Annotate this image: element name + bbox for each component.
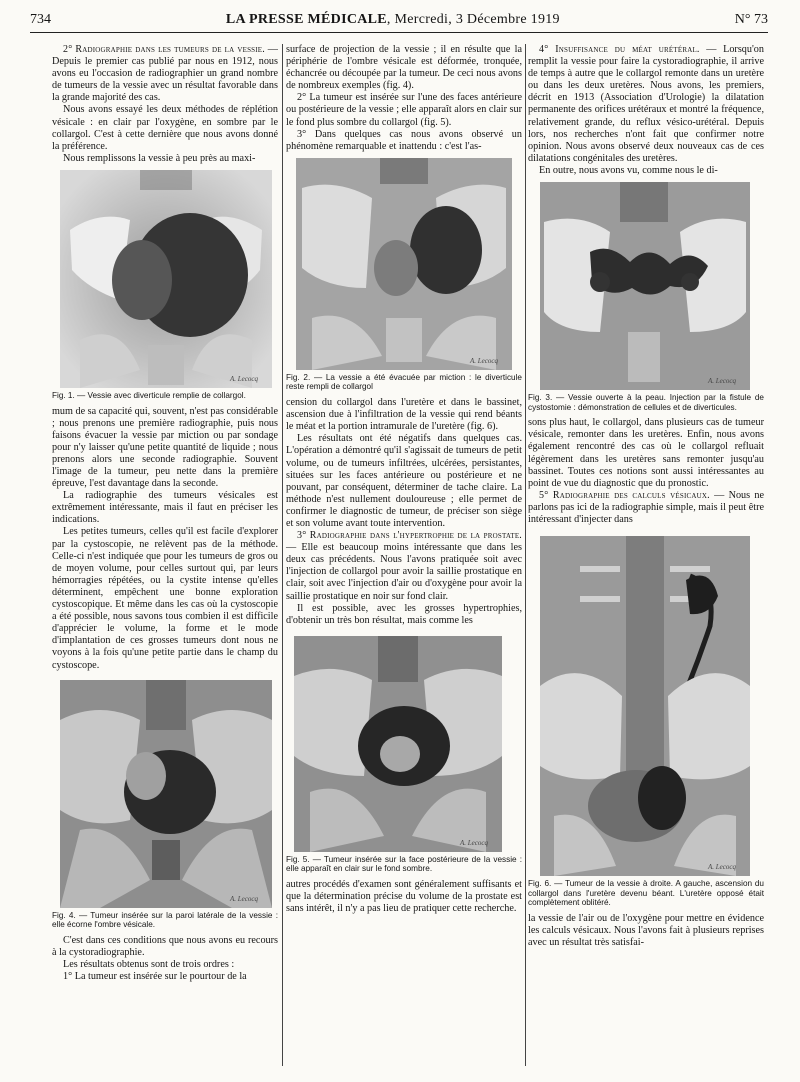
paragraph: Les résultats ont été négatifs dans quelques cas. L'opération a démontré qu'il s'agissait de tumeurs de petit volume, ou de tumeurs infiltrées, ulcérées, persistantes, situées sur les faces antérieure ou postérieure et ne pouvant, par conséquent, déterminer de tache claire. La méthode n'est nullement douloureuse ; elle permet de confirmer le diagnostic de tumeur, de préciser son siège et son volume avant toute intervention. [286,433,522,529]
paragraph: Les petites tumeurs, celles qu'il est facile d'explorer par la cystoscopie, ne relèvent pas de la méthode. Celle-ci n'est indiquée que pour les tumeurs de gros ou de moyen volume, pour celles surtout qui, par leurs hémorragies répétées, ou la cystite intense qu'elles déterminent, empêchent une bonne exploration cystoscopique. Et même dans les cas où la cystoscopie a été possible, nous savons tous combien il est difficile d'apprécier le volume, la forme et le mode d'implantation de ces grosses tumeurs dont nous ne voyons à la fois qu'une petite partie dans le champ du cystoscope. [52,526,278,671]
paragraph: cension du collargol dans l'uretère et dans le bassinet, ascension due à l'infiltration de la vessie qui rend béants le méat et la portion intramurale de l'uretère (fig. 6). [286,397,522,433]
figure-4-caption: Fig. 4. — Tumeur insérée sur la paroi latérale de la vessie : elle écorne l'ombre vésicale. [52,910,278,930]
paragraph: Les résultats obtenus sont de trois ordres : [63,958,235,970]
paragraph: mum de sa capacité qui, souvent, n'est pas considérable ; nous prenons une première radiographie, puis nous faisons évacuer la vessie par miction ou par sondage pour n'y laisser qu'une petite quantité de liquide ; nous prenons alors une seconde radiographie. Souvent l'image de la tumeur, peu nette dans la première épreuve, l'est davantage dans la seconde. [52,405,278,490]
figure-2-radiograph: A. Lecocq [296,158,512,370]
paragraph: surface de projection de la vessie ; il en résulte que la périphérie de l'ombre vésicale est déformée, tronquée, échancrée ou découpée par la tumeur. De ceci nous avons de nombreux exemples (fig. 4). [286,44,522,92]
column-divider [525,44,526,1066]
figure-1-radiograph: A. Lecocq [60,170,272,388]
paragraph: En outre, nous avons vu, comme nous le di- [539,164,718,176]
figure-6-radiograph: A. Lecocq [540,536,750,876]
paragraph: Il est possible, avec les grosses hypertrophies, d'obtenir un très bon résultat, mais comme les [286,602,522,626]
paragraph: 2° La tumeur est insérée sur l'une des faces antérieure ou postérieure de la vessie ; elle apparaît alors en clair sur le fond plus sombre du collargol (fig. 5). [286,92,522,128]
page-number: 734 [30,12,51,27]
paragraph: 4° Insuffisance du méat urétéral. — Lorsqu'on remplit la vessie pour faire la cystoradiographie, il arrive de temps à autre que le collargol remonte dans un uretère ou dans les deux uretères. Nous avons, les premiers, décrit en 1913 (Association d'Urologie) la dilatation permanente des orifices urétéraux et montré la fréquence, relativement grande, du reflux vésico-urétéral. Depuis lors, nos recherches n'ont fait que confirmer notre opinion. Nous avons observé deux nouveaux cas de ces dilatations congénitales des uretères. [528,44,764,164]
figure-3-caption: Fig. 3. — Vessie ouverte à la peau. Injection par la fistule de cystostomie : démonstration de cellules et de diverticules. [528,393,764,412]
figure-5-radiograph: A. Lecocq [294,636,502,852]
paragraph: la vessie de l'air ou de l'oxygène pour mettre en évidence les calculs vésicaux. Nous l'avons fait à plusieurs reprises avec un résultat très satisfai- [528,912,764,949]
paragraph: Nous avons essayé les deux méthodes de réplétion vésicale : en clair par l'oxygène, en sombre par le collargol. C'est à cette dernière que nous avons donné la préférence. [52,104,278,152]
figure-2-caption: Fig. 2. — La vessie a été évacuée par miction : le diverticule reste rempli de collargol [286,372,522,392]
figure-1-caption: Fig. 1. — Vessie avec diverticule remplie de collargol. [52,390,246,400]
paragraph: 5° Radiographie des calculs vésicaux. — Nous ne parlons pas ici de la radiographie simple, mais il peut être intéressant d'injecter dans [528,489,764,525]
figure-5-caption: Fig. 5. — Tumeur insérée sur la face postérieure de la vessie : elle apparaît en clair sur le fond sombre. [286,854,522,874]
paragraph: 3° Radiographie dans l'hypertrophie de la prostate. — Elle est beaucoup moins intéressante que dans les deux cas précédents. Nous l'avons pratiquée soit avec l'injection de collargol pour avoir la saillie prostatique en clair, soit avec l'injection d'air ou d'oxygène pour avoir la saillie prostatique en noir sur fond clair. [286,530,522,602]
paragraph: 3° Dans quelques cas nous avons observé un phénomène remarquable et inattendu : c'est l'as- [286,128,522,152]
journal-title: LA PRESSE MÉDICALE, Mercredi, 3 Décembre 1919 [225,12,560,27]
paragraph: Nous remplissons la vessie à peu près au maxi- [63,152,256,164]
figure-6-caption: Fig. 6. — Tumeur de la vessie à droite. A gauche, ascension du collargol dans l'uretère devenu béant. L'uretère opposé était complètement oblitéré. [528,879,764,908]
column-2 [286,44,522,915]
column-3 [528,44,764,949]
page-header [30,8,768,33]
paragraph: La radiographie des tumeurs vésicales est extrêmement intéressante, mais il faut en préciser les indications. [52,490,278,526]
column-1 [52,44,278,983]
paragraph: 2° Radiographie dans les tumeurs de la vessie. — Depuis le premier cas publié par nous en 1912, nous avons eu l'occasion de radiographier un grand nombre de tumeurs de la vessie avec un résultat favorable dans la grande majorité des cas. [52,44,278,104]
paragraph: sons plus haut, le collargol, dans plusieurs cas de tumeur vésicale, remonter dans les uretères. Enfin, nous avons également rencontré des cas où le collargol refluait légèrement dans les uretères sans remonter jusqu'au bassinet. Toutes ces notions sont aussi intéressantes au point de vue du diagnostic que du pronostic. [528,417,764,489]
column-divider [282,44,283,1066]
paragraph: autres procédés d'examen sont généralement suffisants et que la détermination précise du volume de la prostate est sans intérêt, il n'y a pas lieu de pratiquer cette recherche. [286,879,522,915]
paragraph: C'est dans ces conditions que nous avons eu recours à la cystoradiographie. [52,934,278,958]
issue-number: N° 73 [734,12,768,27]
figure-4-radiograph: A. Lecocq [60,680,272,908]
figure-3-radiograph: A. Lecocq [540,182,750,390]
paragraph: 1° La tumeur est insérée sur le pourtour de la [63,971,247,983]
